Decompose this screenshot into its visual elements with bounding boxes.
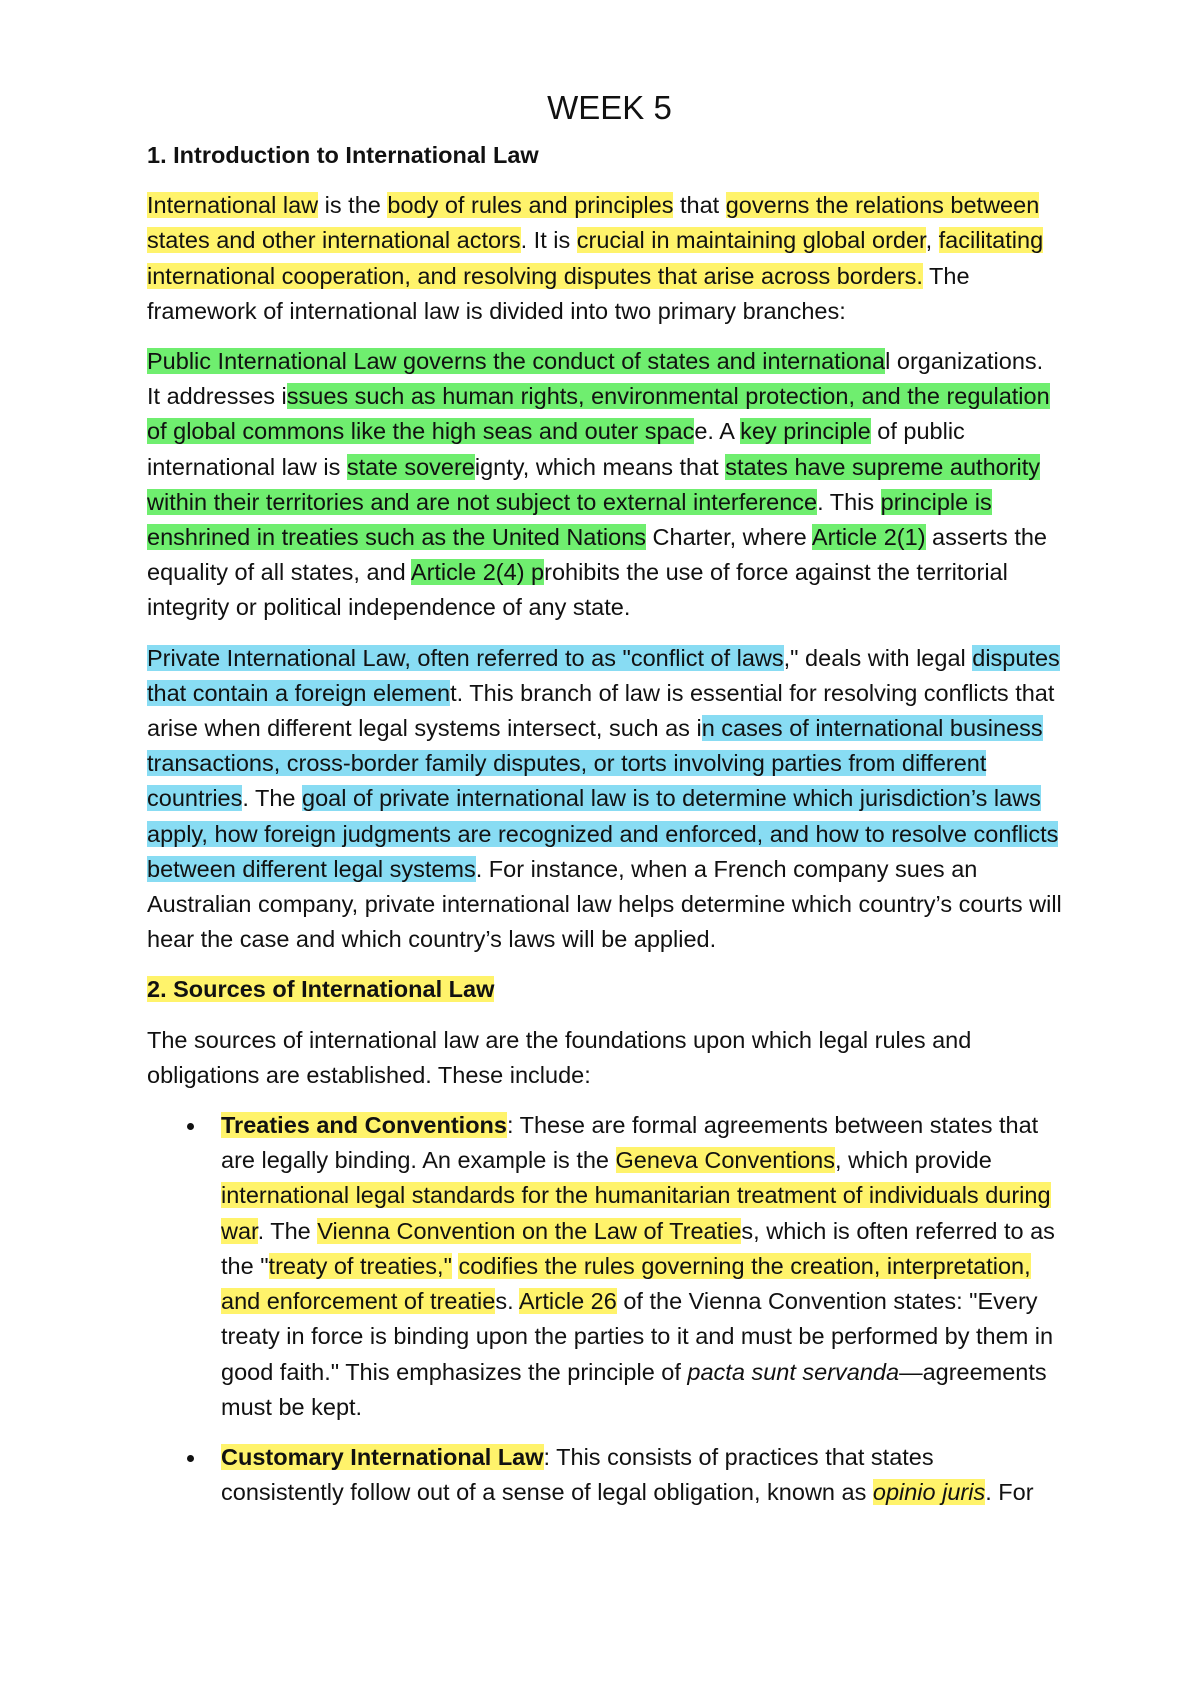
highlighted-text: body of rules and principles xyxy=(387,192,674,219)
list-item-text xyxy=(221,1112,1055,1420)
highlighted-text: crucial in maintaining global order xyxy=(576,227,926,254)
text-run: that xyxy=(673,192,726,219)
bullet-dot-icon xyxy=(187,1123,194,1130)
text-run: e. A xyxy=(694,418,741,445)
highlighted-text: Article 26 xyxy=(518,1288,617,1315)
highlighted-text: Customary International Law xyxy=(221,1443,544,1470)
text-run: s. xyxy=(495,1288,519,1315)
list-item-customary-law xyxy=(147,1440,1062,1510)
highlighted-text: governs the relations between states and other international actors xyxy=(147,192,1040,254)
text-run: rohibits the use of force against the territorial integrity or political independence of any state. xyxy=(147,559,1008,621)
text-run: , xyxy=(925,227,939,254)
text-run: of public international law is xyxy=(147,418,965,480)
text-run: t. This branch of law is essential for resolving conflicts that arise when different legal systems intersect, such as i xyxy=(147,679,1055,742)
highlighted-text: goal of private international law is to determine which jurisdiction’s laws apply, how foreign judgments are recognized and enforced, and how to resolve conflicts between different legal systems xyxy=(147,785,1059,882)
text-run: of the Vienna Convention states: "Every treaty in force is binding upon the parties to it and must be performed by them in good faith." This emphasizes the principle of xyxy=(221,1288,1054,1385)
text-run: l organizations. It addresses i xyxy=(147,348,1044,410)
highlighted-text: states have supreme authority within their territories and are not subject to external interference xyxy=(147,453,1041,515)
paragraph-public-international-law xyxy=(147,344,1062,626)
highlighted-text: facilitating international cooperation, and resolving disputes that arise across borders. xyxy=(147,227,1044,289)
section-1-heading: 1. Introduction to International Law xyxy=(147,142,539,168)
highlighted-text: Geneva Conventions xyxy=(615,1147,836,1174)
list-item-treaties xyxy=(147,1108,1062,1425)
highlighted-text: key principle xyxy=(740,418,871,445)
section-2-heading-text: 2. Sources of International Law xyxy=(147,976,495,1003)
text-run: The framework of international law is divided into two primary branches: xyxy=(147,262,970,324)
highlighted-text: international legal standards for the humanitarian treatment of individuals during war xyxy=(221,1182,1051,1244)
highlighted-text: International law xyxy=(147,192,319,219)
list-item-text xyxy=(221,1444,1034,1505)
highlighted-text: Article 2(4) p xyxy=(410,559,545,586)
bullet-dot-icon xyxy=(187,1455,194,1462)
text-run: . The xyxy=(257,1217,318,1244)
text-run: Charter, where xyxy=(646,524,812,551)
highlighted-text: n cases of international business transactions, cross-border family disputes, or torts involving parties from different countries xyxy=(147,715,1043,812)
highlighted-text: Public International Law governs the conduct of states and internationa xyxy=(147,348,886,375)
text-run: pacta sunt servanda xyxy=(687,1358,900,1385)
text-run: . For instance, when a French company sues an Australian company, private international law helps determine which country’s courts will hear the case and which country’s laws will be applied. xyxy=(147,855,1062,953)
text-run: s, which is often referred to as the " xyxy=(221,1217,1055,1279)
section-2-heading xyxy=(147,972,1062,1007)
highlighted-text: opinio juris xyxy=(872,1479,986,1506)
paragraph-introduction xyxy=(147,188,1062,329)
text-run: . It is xyxy=(520,227,577,254)
highlighted-text: Vienna Convention on the Law of Treatie xyxy=(317,1217,742,1244)
text-run: ," deals with legal xyxy=(783,644,973,671)
text-run: ignty, which means that xyxy=(474,453,726,480)
sources-list xyxy=(147,1108,1062,1510)
text-run: . The xyxy=(242,785,303,812)
highlighted-text: principle is enshrined in treaties such as the United Nations xyxy=(147,488,992,551)
highlighted-text: state sovere xyxy=(346,453,475,480)
highlighted-text: Treaties and Conventions xyxy=(221,1112,507,1139)
highlighted-text: disputes that contain a foreign elemen xyxy=(147,644,1060,706)
text-run: asserts the equality of all states, and xyxy=(147,524,1048,586)
highlighted-text: codifies the rules governing the creation, interpretation, and enforcement of treatie xyxy=(221,1252,1031,1315)
text-run: . This xyxy=(817,488,881,515)
text-run: : These are formal agreements between states that are legally binding. An example is the xyxy=(221,1112,1039,1174)
text-run: —agreements must be kept. xyxy=(221,1358,1047,1420)
text-run: , which provide xyxy=(835,1147,992,1174)
text-run: : This consists of practices that states consistently follow out of a sense of legal obligation, known as xyxy=(221,1443,934,1506)
paragraph-sources-intro: The sources of international law are the foundations upon which legal rules and obligations are established. These include: xyxy=(147,1026,972,1088)
highlighted-text: treaty of treaties," xyxy=(268,1252,452,1279)
highlighted-text: ssues such as human rights, environmental protection, and the regulation of global commons like the high seas and outer spac xyxy=(147,383,1050,445)
document-title: WEEK 5 xyxy=(547,89,672,126)
highlighted-text: Article 2(1) xyxy=(811,524,926,551)
highlighted-text: Private International Law, often referred to as "conflict of laws xyxy=(147,644,784,671)
text-run: . For xyxy=(985,1479,1034,1506)
paragraph-private-international-law xyxy=(147,641,1062,958)
text-run: is the xyxy=(318,192,388,219)
